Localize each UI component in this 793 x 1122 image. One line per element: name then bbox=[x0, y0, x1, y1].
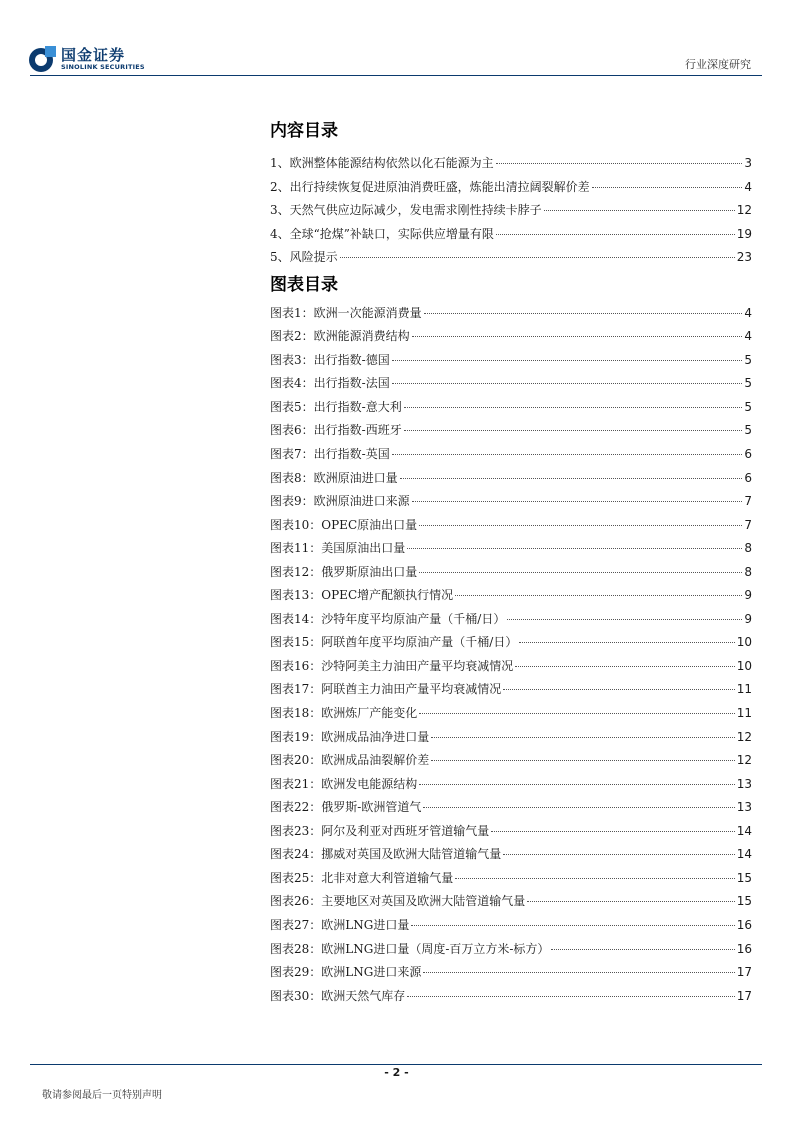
figure-entry[interactable] bbox=[270, 467, 752, 491]
dot-leader bbox=[515, 666, 734, 667]
disclaimer: 敬请参阅最后一页特别声明 bbox=[42, 1090, 162, 1101]
toc-entry-page: 6 bbox=[744, 470, 752, 485]
dot-leader bbox=[407, 996, 734, 997]
dot-leader bbox=[411, 925, 734, 926]
report-type: 行业深度研究 bbox=[685, 58, 751, 71]
toc-entry-label: 图表8：欧洲原油进口量 bbox=[270, 470, 398, 485]
toc-entry-page: 23 bbox=[736, 250, 752, 265]
figure-entry[interactable] bbox=[270, 938, 752, 962]
toc-entry-page: 14 bbox=[736, 847, 752, 862]
figure-entry[interactable] bbox=[270, 985, 752, 1009]
figure-entry[interactable] bbox=[270, 372, 752, 396]
table-of-contents bbox=[270, 118, 752, 1008]
sinolink-logo bbox=[28, 44, 148, 76]
toc-entry-page: 3 bbox=[744, 156, 752, 170]
toc-entry-label: 1、欧洲整体能源结构依然以化石能源为主 bbox=[270, 156, 494, 170]
figure-entry[interactable] bbox=[270, 631, 752, 655]
toc-entry-page: 7 bbox=[744, 494, 752, 509]
toc-entry-page: 4 bbox=[744, 179, 752, 194]
figure-entry[interactable] bbox=[270, 655, 752, 679]
header-divider bbox=[30, 75, 762, 76]
toc-entry-label: 图表23：阿尔及利亚对西班牙管道输气量 bbox=[270, 823, 490, 838]
figure-entry[interactable] bbox=[270, 419, 752, 443]
toc-entry-page: 12 bbox=[736, 203, 752, 218]
toc-entry-label: 图表12：俄罗斯原油出口量 bbox=[270, 564, 418, 579]
dot-leader bbox=[419, 525, 742, 526]
dot-leader bbox=[527, 901, 734, 902]
toc-entry-label: 图表1：欧洲一次能源消费量 bbox=[270, 305, 422, 320]
toc-entry-page: 13 bbox=[736, 800, 752, 815]
toc-entry-page: 9 bbox=[744, 588, 752, 603]
figure-entry[interactable] bbox=[270, 561, 752, 585]
toc-entry-label: 3、天然气供应边际减少，发电需求刚性持续卡脖子 bbox=[270, 203, 542, 218]
figure-entry[interactable] bbox=[270, 843, 752, 867]
toc-entry-label: 图表26：主要地区对英国及欧洲大陆管道输气量 bbox=[270, 894, 526, 909]
toc-entry-label: 图表29：欧洲LNG进口来源 bbox=[270, 965, 422, 980]
dot-leader bbox=[407, 548, 742, 549]
figure-entry[interactable] bbox=[270, 914, 752, 938]
toc-entry-label: 图表18：欧洲炼厂产能变化 bbox=[270, 706, 418, 721]
toc-entry-label: 图表13：OPEC增产配额执行情况 bbox=[270, 588, 454, 603]
toc-entry-label: 图表7：出行指数-英国 bbox=[270, 447, 390, 462]
toc-entry-label: 2、出行持续恢复促进原油消费旺盛，炼能出清拉阔裂解价差 bbox=[270, 179, 590, 194]
toc-entry-page: 15 bbox=[736, 870, 752, 885]
toc-entry-page: 11 bbox=[736, 706, 752, 721]
toc-entry-page: 14 bbox=[736, 823, 752, 838]
contents-entry[interactable] bbox=[270, 176, 752, 200]
dot-leader bbox=[496, 163, 743, 164]
footer-divider bbox=[30, 1064, 762, 1065]
figure-entry[interactable] bbox=[270, 867, 752, 891]
toc-entry-label: 图表9：欧洲原油进口来源 bbox=[270, 494, 410, 509]
figures-title: 图表目录 bbox=[270, 274, 338, 295]
dot-leader bbox=[491, 831, 734, 832]
figure-entry[interactable] bbox=[270, 702, 752, 726]
figure-entry[interactable] bbox=[270, 443, 752, 467]
toc-entry-page: 6 bbox=[744, 447, 752, 462]
dot-leader bbox=[419, 784, 734, 785]
toc-entry-page: 5 bbox=[744, 399, 752, 414]
figure-entry[interactable] bbox=[270, 490, 752, 514]
dot-leader bbox=[340, 257, 735, 258]
figure-entry[interactable] bbox=[270, 678, 752, 702]
figure-entry[interactable] bbox=[270, 608, 752, 632]
dot-leader bbox=[431, 737, 734, 738]
logo-text-en: SINOLINK SECURITIES bbox=[61, 63, 145, 71]
toc-entry-page: 5 bbox=[744, 376, 752, 391]
toc-entry-page: 8 bbox=[744, 564, 752, 579]
dot-leader bbox=[551, 949, 734, 950]
dot-leader bbox=[392, 454, 743, 455]
toc-entry-label: 图表11：美国原油出口量 bbox=[270, 541, 406, 556]
toc-entry-page: 16 bbox=[736, 917, 752, 932]
dot-leader bbox=[404, 430, 743, 431]
toc-entry-label: 图表30：欧洲天然气库存 bbox=[270, 988, 406, 1003]
toc-entry-label: 图表27：欧洲LNG进口量 bbox=[270, 917, 410, 932]
figure-entry[interactable] bbox=[270, 820, 752, 844]
toc-entry-label: 图表6：出行指数-西班牙 bbox=[270, 423, 402, 438]
toc-entry-label: 图表3：出行指数-德国 bbox=[270, 352, 390, 367]
toc-entry-label: 图表10：OPEC原油出口量 bbox=[270, 517, 418, 532]
toc-entry-page: 4 bbox=[744, 329, 752, 344]
page-number: - 2 - bbox=[384, 1066, 409, 1079]
toc-entry-label: 图表20：欧洲成品油裂解价差 bbox=[270, 753, 430, 768]
figures-list bbox=[270, 302, 752, 1008]
toc-entry-page: 5 bbox=[744, 423, 752, 438]
dot-leader bbox=[412, 501, 743, 502]
dot-leader bbox=[400, 478, 743, 479]
toc-entry-page: 7 bbox=[744, 517, 752, 532]
dot-leader bbox=[423, 807, 734, 808]
toc-entry-label: 图表28：欧洲LNG进口量（周度-百万立方米-标方） bbox=[270, 941, 550, 956]
figure-entry[interactable] bbox=[270, 726, 752, 750]
contents-entry[interactable] bbox=[270, 152, 752, 176]
toc-entry-page: 19 bbox=[736, 226, 752, 241]
toc-entry-page: 13 bbox=[736, 776, 752, 791]
toc-entry-label: 图表5：出行指数-意大利 bbox=[270, 399, 402, 414]
figure-entry[interactable] bbox=[270, 302, 752, 326]
dot-leader bbox=[503, 689, 734, 690]
dot-leader bbox=[592, 187, 743, 188]
toc-entry-label: 图表21：欧洲发电能源结构 bbox=[270, 776, 418, 791]
page-header bbox=[0, 0, 793, 80]
figure-entry[interactable] bbox=[270, 396, 752, 420]
contents-entry[interactable] bbox=[270, 246, 752, 270]
dot-leader bbox=[544, 210, 735, 211]
toc-entry-page: 17 bbox=[736, 965, 752, 980]
dot-leader bbox=[419, 572, 742, 573]
figure-entry[interactable] bbox=[270, 796, 752, 820]
dot-leader bbox=[519, 642, 734, 643]
figure-entry[interactable] bbox=[270, 349, 752, 373]
figure-entry[interactable] bbox=[270, 890, 752, 914]
toc-entry-label: 4、全球“抢煤”补缺口，实际供应增量有限 bbox=[270, 226, 494, 241]
dot-leader bbox=[419, 713, 734, 714]
figure-entry[interactable] bbox=[270, 537, 752, 561]
dot-leader bbox=[424, 313, 743, 314]
dot-leader bbox=[392, 360, 743, 361]
toc-entry-label: 图表2：欧洲能源消费结构 bbox=[270, 329, 410, 344]
logo-text-cn: 国金证券 bbox=[61, 46, 126, 64]
toc-entry-page: 10 bbox=[736, 658, 752, 673]
toc-entry-label: 图表14：沙特年度平均原油产量（千桶/日） bbox=[270, 611, 506, 626]
dot-leader bbox=[423, 972, 734, 973]
figure-entry[interactable] bbox=[270, 584, 752, 608]
dot-leader bbox=[412, 336, 743, 337]
figure-entry[interactable] bbox=[270, 749, 752, 773]
toc-entry-page: 11 bbox=[736, 682, 752, 697]
toc-entry-page: 9 bbox=[744, 611, 752, 626]
dot-leader bbox=[507, 619, 742, 620]
toc-entry-page: 17 bbox=[736, 988, 752, 1003]
contents-list bbox=[270, 152, 752, 270]
contents-title: 内容目录 bbox=[270, 121, 338, 141]
toc-entry-label: 图表17：阿联酋主力油田产量平均衰减情况 bbox=[270, 682, 502, 697]
figure-entry[interactable] bbox=[270, 773, 752, 797]
figure-entry[interactable] bbox=[270, 325, 752, 349]
dot-leader bbox=[404, 407, 743, 408]
toc-entry-page: 5 bbox=[744, 352, 752, 367]
toc-entry-label: 图表25：北非对意大利管道输气量 bbox=[270, 870, 454, 885]
dot-leader bbox=[503, 854, 734, 855]
toc-entry-page: 10 bbox=[736, 635, 752, 650]
toc-entry-page: 15 bbox=[736, 894, 752, 909]
sinolink-logo-icon bbox=[28, 44, 58, 74]
toc-entry-page: 4 bbox=[744, 305, 752, 320]
toc-entry-page: 8 bbox=[744, 541, 752, 556]
contents-entry[interactable] bbox=[270, 199, 752, 223]
toc-entry-label: 图表24：挪威对英国及欧洲大陆管道输气量 bbox=[270, 847, 502, 862]
figure-entry[interactable] bbox=[270, 514, 752, 538]
toc-entry-label: 图表19：欧洲成品油净进口量 bbox=[270, 729, 430, 744]
toc-entry-page: 12 bbox=[736, 729, 752, 744]
toc-entry-page: 16 bbox=[736, 941, 752, 956]
dot-leader bbox=[455, 595, 742, 596]
dot-leader bbox=[431, 760, 734, 761]
toc-entry-label: 图表15：阿联酋年度平均原油产量（千桶/日） bbox=[270, 635, 518, 650]
toc-entry-label: 5、风险提示 bbox=[270, 250, 338, 265]
toc-entry-label: 图表16：沙特阿美主力油田产量平均衰减情况 bbox=[270, 658, 514, 673]
toc-entry-label: 图表4：出行指数-法国 bbox=[270, 376, 390, 391]
toc-entry-label: 图表22：俄罗斯-欧洲管道气 bbox=[270, 800, 422, 815]
figure-entry[interactable] bbox=[270, 961, 752, 985]
dot-leader bbox=[392, 383, 743, 384]
toc-entry-page: 12 bbox=[736, 753, 752, 768]
dot-leader bbox=[496, 234, 735, 235]
contents-entry[interactable] bbox=[270, 223, 752, 247]
dot-leader bbox=[455, 878, 734, 879]
